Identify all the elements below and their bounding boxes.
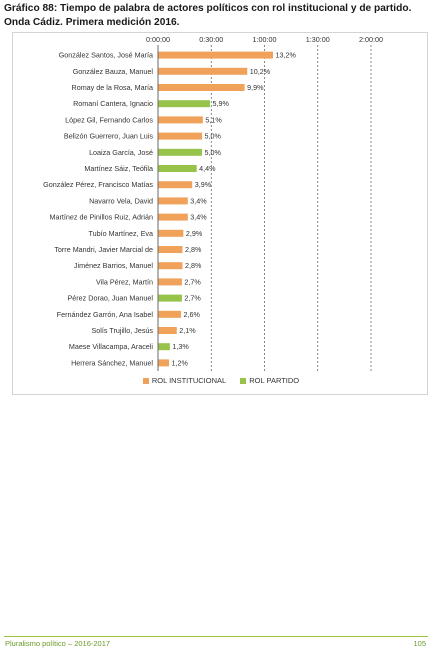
bar-value-label: 3,4% xyxy=(190,196,207,206)
bar-value-label: 13,2% xyxy=(275,50,296,60)
bar-category-label: Romay de la Rosa, María xyxy=(71,83,153,92)
chart-title-line-1: Gráfico 88: Tiempo de palabra de actores políticos con rol institucional y de partido. xyxy=(4,3,412,14)
bar-category-label: Vila Pérez, Martín xyxy=(96,277,153,287)
bar-value-label: 2,7% xyxy=(184,293,201,303)
bar-value-label: 5,0% xyxy=(204,147,221,157)
chart-title-line-2: Onda Cádiz. Primera medición 2016. xyxy=(4,16,180,28)
legend xyxy=(13,376,429,386)
bar-category-label: Pérez Dorao, Juan Manuel xyxy=(67,293,153,303)
bar-category-label: Romaní Cantera, Ignacio xyxy=(73,99,153,109)
bar-category-label: Torre Mandri, Javier Marcial de xyxy=(54,245,153,254)
bar-institucional xyxy=(159,52,273,59)
bar-partido xyxy=(159,149,202,156)
bar-value-label: 2,9% xyxy=(185,228,203,238)
bar-value-label: 2,8% xyxy=(184,261,202,271)
footer-divider xyxy=(4,636,428,637)
bar-institucional xyxy=(159,84,245,91)
bar-value-label: 5,1% xyxy=(205,115,222,125)
chart-title xyxy=(4,2,442,29)
bar-partido xyxy=(159,343,170,350)
bar-category-label: López Gil, Fernando Carlos xyxy=(65,115,153,125)
bar-value-label: 4,4% xyxy=(199,164,216,173)
legend-item-institucional xyxy=(143,376,226,385)
bar-value-label: 1,2% xyxy=(171,358,188,368)
bar-chart xyxy=(13,33,429,396)
x-tick-label: 1:30:00 xyxy=(305,35,330,44)
x-tick-label: 1:00:00 xyxy=(252,35,277,44)
bar-institucional xyxy=(159,278,182,285)
bar-value-label: 2,7% xyxy=(184,277,201,287)
x-tick-label: 0:30:00 xyxy=(199,35,224,44)
bar-category-label: Jiménez Barrios, Manuel xyxy=(73,261,153,271)
bar-institucional xyxy=(159,197,188,204)
bar-category-label: Herrera Sánchez, Manuel xyxy=(71,358,153,368)
bar-value-label: 3,4% xyxy=(190,212,207,222)
bar-partido xyxy=(159,100,210,107)
bar-value-label: 5,9% xyxy=(212,99,229,109)
bar-category-label: Fernández Garrón, Ana Isabel xyxy=(56,309,153,319)
bar-institucional xyxy=(159,262,183,269)
bar-institucional xyxy=(159,359,169,366)
bar-value-label: 2,6% xyxy=(183,309,200,319)
chart-container xyxy=(12,32,428,395)
legend-swatch-institucional xyxy=(143,378,149,384)
bar-value-label: 5,0% xyxy=(204,131,221,141)
bar-institucional xyxy=(159,327,177,334)
bar-institucional xyxy=(159,230,184,237)
footer-publication: Pluralismo político – 2016-2017 xyxy=(5,639,111,648)
bar-value-label: 2,1% xyxy=(179,326,196,335)
bar-value-label: 1,3% xyxy=(172,342,189,352)
bar-category-label: González Pérez, Francisco Matías xyxy=(43,180,153,190)
bar-institucional xyxy=(159,181,193,188)
bar-institucional xyxy=(159,116,203,123)
bar-category-label: Tubío Martínez, Eva xyxy=(88,228,153,238)
bar-institucional xyxy=(159,311,182,318)
bar-value-label: 2,8% xyxy=(184,245,202,254)
bar-partido xyxy=(159,165,197,172)
x-tick-label: 0:00:00 xyxy=(146,35,170,44)
bar-category-label: Martínez de Pinillos Ruiz, Adrián xyxy=(49,212,153,222)
page-number: 105 xyxy=(413,639,426,648)
bar-value-label: 10,2% xyxy=(249,66,271,76)
bar-partido xyxy=(159,295,182,302)
bar-category-label: Maese Villacampa, Araceli xyxy=(68,342,153,352)
bar-institucional xyxy=(159,246,183,253)
legend-swatch-partido xyxy=(240,378,246,384)
bar-institucional xyxy=(159,214,188,221)
bar-institucional xyxy=(159,133,202,140)
legend-item-partido xyxy=(240,376,299,385)
bar-category-label: Solís Trujillo, Jesús xyxy=(91,326,153,335)
bar-value-label: 3,9% xyxy=(194,180,212,190)
bar-category-label: Martínez Sáiz, Teófila xyxy=(84,164,153,173)
bar-institucional xyxy=(159,68,248,75)
legend-label-institucional: ROL INSTITUCIONAL xyxy=(151,376,227,385)
bar-category-label: González Bauza, Manuel xyxy=(72,66,153,76)
bar-category-label: González Santos, José María xyxy=(58,50,153,60)
bar-category-label: Navarro Vela, David xyxy=(89,196,153,206)
bar-category-label: Belizón Guerrero, Juan Luis xyxy=(63,131,153,141)
bar-category-label: Loaiza García, José xyxy=(89,147,153,157)
x-tick-label: 2:00:00 xyxy=(359,35,383,44)
bar-value-label: 9,9% xyxy=(247,83,264,92)
legend-label-partido: ROL PARTIDO xyxy=(249,376,300,385)
